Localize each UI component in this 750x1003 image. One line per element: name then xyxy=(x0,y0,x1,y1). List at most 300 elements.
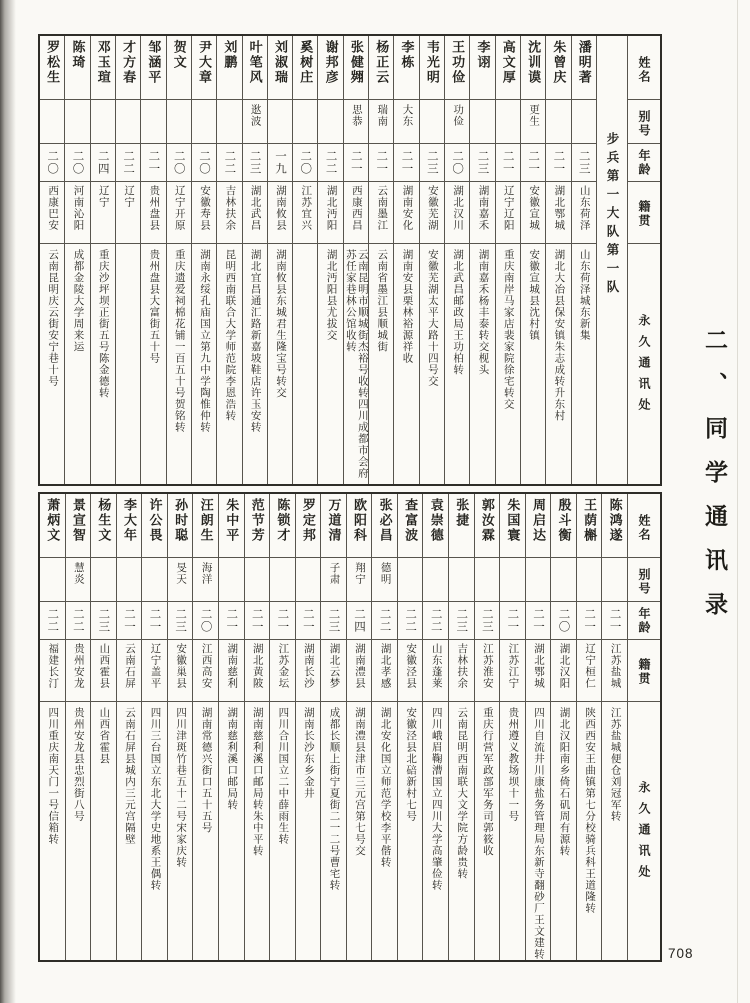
native-cell xyxy=(602,640,627,702)
native-text: 山东荷泽 xyxy=(578,185,590,231)
name-cell xyxy=(66,494,91,558)
addr-text: 四川峨眉鞠漕国立四川大学高肇俭转 xyxy=(430,707,442,891)
addr-cell xyxy=(546,244,570,484)
native-text: 辽宁开原 xyxy=(173,185,185,231)
name-text: 罗定邦 xyxy=(300,498,316,543)
native-cell xyxy=(245,640,270,702)
age-text: 二二 xyxy=(378,608,391,633)
native-cell xyxy=(66,640,91,702)
alias-cell xyxy=(445,100,469,144)
person-column xyxy=(167,494,193,960)
directory-table-bottom xyxy=(38,492,662,962)
age-text: 二一 xyxy=(225,608,238,633)
alias-cell xyxy=(116,100,140,144)
native-cell xyxy=(577,640,602,702)
age-cell xyxy=(347,602,372,640)
name-text: 朱曾庆 xyxy=(551,40,567,85)
age-text: 二二 xyxy=(46,608,59,633)
person-column xyxy=(499,494,525,960)
name-text: 范节芳 xyxy=(249,498,265,543)
native-cell xyxy=(91,182,115,244)
name-cell xyxy=(116,36,140,100)
native-text: 江西高安 xyxy=(200,643,212,689)
age-text: 二〇 xyxy=(198,150,211,175)
age-text: 二一 xyxy=(276,608,289,633)
name-text: 尹大章 xyxy=(197,40,213,85)
alias-cell xyxy=(344,100,368,144)
name-text: 殷斗衡 xyxy=(556,498,572,543)
person-column xyxy=(218,494,244,960)
native-cell xyxy=(142,640,167,702)
age-cell xyxy=(40,602,65,640)
age-cell xyxy=(167,144,191,182)
alias-cell xyxy=(420,100,444,144)
native-text: 湖南澧县 xyxy=(354,643,366,689)
addr-cell xyxy=(445,244,469,484)
native-cell xyxy=(572,182,596,244)
name-text: 陈琦 xyxy=(70,40,86,70)
native-cell xyxy=(347,640,372,702)
age-cell xyxy=(243,144,267,182)
person-column xyxy=(115,36,140,484)
addr-text: 重庆南岸马家店裴家院徐宅转交 xyxy=(502,249,514,410)
addr-text: 四川津斑竹巷五十二号宋家庆转 xyxy=(175,707,187,868)
name-cell xyxy=(500,494,525,558)
addr-text: 湖南安县栗林裕源祥收 xyxy=(401,249,413,364)
name-text: 杨生文 xyxy=(96,498,112,543)
alias-cell xyxy=(219,558,244,602)
age-cell xyxy=(296,602,321,640)
person-column xyxy=(192,494,218,960)
name-cell xyxy=(449,494,474,558)
name-text: 韦光明 xyxy=(424,40,440,85)
name-cell xyxy=(423,494,448,558)
addr-cell xyxy=(423,702,448,960)
native-cell xyxy=(193,640,218,702)
header-alias: 别号 xyxy=(637,567,651,596)
name-text: 王荫槲 xyxy=(582,498,598,543)
header-native-cell xyxy=(628,182,660,244)
addr-text: 重庆遗爱祠棉花铺一百五十号贺铭转 xyxy=(173,249,185,433)
age-text: 二一 xyxy=(375,150,388,175)
alias-cell xyxy=(369,100,393,144)
native-text: 山东蓬莱 xyxy=(430,643,442,689)
person-column xyxy=(371,494,397,960)
page-edge-line xyxy=(737,0,738,1003)
addr-cell xyxy=(142,702,167,960)
addr-cell xyxy=(168,702,193,960)
alias-cell xyxy=(551,558,576,602)
name-text: 杨正云 xyxy=(374,40,390,85)
age-cell xyxy=(602,602,627,640)
header-name-cell xyxy=(628,36,660,100)
age-cell xyxy=(245,602,270,640)
native-cell xyxy=(445,182,469,244)
addr-text: 湖北安化国立师范学校李平偕转 xyxy=(379,707,391,868)
alias-cell xyxy=(243,100,267,144)
addr-cell xyxy=(526,702,551,960)
native-text: 安徽泾县 xyxy=(405,643,417,689)
person-column xyxy=(166,36,191,484)
native-cell xyxy=(40,640,65,702)
addr-text: 湖南慈利溪口邮局转 xyxy=(226,707,238,811)
header-native: 籍贯 xyxy=(637,658,651,686)
addr-cell xyxy=(398,702,423,960)
person-column xyxy=(216,36,241,484)
age-text: 二三 xyxy=(174,608,187,633)
person-column xyxy=(64,36,89,484)
name-text: 孙时聪 xyxy=(173,498,189,543)
person-column xyxy=(140,36,165,484)
alias-cell xyxy=(449,558,474,602)
alias-cell xyxy=(40,558,65,602)
alias-cell xyxy=(245,558,270,602)
native-text: 贵州盘县 xyxy=(148,185,160,231)
native-cell xyxy=(270,640,295,702)
alias-text: 德明 xyxy=(379,562,391,585)
addr-text: 湖北大冶县保安镇朱志成转升东村 xyxy=(553,249,565,422)
age-text: 二二 xyxy=(404,608,417,633)
native-cell xyxy=(167,182,191,244)
age-cell xyxy=(470,144,494,182)
addr-cell xyxy=(475,702,500,960)
addr-text: 湖北武昌邮政局王功柏转 xyxy=(452,249,464,376)
native-cell xyxy=(344,182,368,244)
person-column xyxy=(320,494,346,960)
addr-text: 江苏盐城便仓刘冠军转 xyxy=(609,707,621,822)
age-text: 二三 xyxy=(480,608,493,633)
age-text: 二一 xyxy=(531,608,544,633)
addr-cell xyxy=(217,244,241,484)
native-text: 湖南攸县 xyxy=(274,185,286,231)
native-text: 江苏淮安 xyxy=(481,643,493,689)
alias-cell xyxy=(168,558,193,602)
alias-cell xyxy=(91,100,115,144)
addr-text: 湖北沔阳县尤拔交 xyxy=(325,249,337,341)
person-column xyxy=(242,36,267,484)
age-cell xyxy=(116,144,140,182)
alias-cell xyxy=(117,558,142,602)
book-gutter-shadow xyxy=(0,0,16,1003)
alias-text: 瑞南 xyxy=(376,104,388,127)
addr-text: 湖南长沙东乡金井 xyxy=(302,707,314,799)
alias-cell xyxy=(470,100,494,144)
name-text: 奚树庄 xyxy=(298,40,314,85)
addr-cell xyxy=(40,244,64,484)
native-cell xyxy=(243,182,267,244)
native-text: 湖北沔阳 xyxy=(325,185,337,231)
name-cell xyxy=(270,494,295,558)
age-text: 二一 xyxy=(501,150,514,175)
age-text: 二一 xyxy=(583,608,596,633)
name-text: 陈锁才 xyxy=(275,498,291,543)
unit-label: 步兵第一大队第一队 xyxy=(605,132,619,299)
native-text: 河南沁阳 xyxy=(72,185,84,231)
age-text: 二三 xyxy=(97,608,110,633)
age-text: 二一 xyxy=(527,150,540,175)
name-text: 查富波 xyxy=(403,498,419,543)
person-column xyxy=(474,494,500,960)
native-text: 湖北鄂城 xyxy=(532,643,544,689)
addr-cell xyxy=(219,702,244,960)
addr-cell xyxy=(394,244,418,484)
name-text: 万道清 xyxy=(326,498,342,543)
name-text: 朱国寰 xyxy=(505,498,521,543)
addr-cell xyxy=(91,702,116,960)
name-text: 欧阳科 xyxy=(352,498,368,543)
name-text: 贺文 xyxy=(171,40,187,70)
unit-label-cell xyxy=(597,36,627,299)
age-text: 二二 xyxy=(71,608,84,633)
native-text: 湖南嘉禾 xyxy=(477,185,489,231)
person-column xyxy=(295,494,321,960)
age-cell xyxy=(117,602,142,640)
section-title: 二、同学通讯录 xyxy=(702,328,727,636)
age-cell xyxy=(423,602,448,640)
header-age-cell xyxy=(628,144,660,182)
age-text: 二一 xyxy=(148,608,161,633)
name-text: 汪朗生 xyxy=(198,498,214,543)
alias-cell xyxy=(141,100,165,144)
name-text: 沈训谟 xyxy=(526,40,542,85)
native-text: 湖北汉川 xyxy=(452,185,464,231)
name-text: 李栋 xyxy=(399,40,415,70)
header-address-cell xyxy=(628,244,660,484)
name-cell xyxy=(142,494,167,558)
age-cell xyxy=(91,602,116,640)
name-cell xyxy=(398,494,423,558)
native-text: 湖南慈利 xyxy=(226,643,238,689)
age-cell xyxy=(551,602,576,640)
person-column xyxy=(469,36,494,484)
person-column xyxy=(40,494,65,960)
addr-cell xyxy=(372,702,397,960)
alias-cell xyxy=(423,558,448,602)
alias-cell xyxy=(321,558,346,602)
age-text: 二一 xyxy=(552,150,565,175)
person-column xyxy=(444,36,469,484)
age-cell xyxy=(398,602,423,640)
alias-cell xyxy=(526,558,551,602)
native-cell xyxy=(321,640,346,702)
name-cell xyxy=(577,494,602,558)
native-text: 湖北汉阳 xyxy=(558,643,570,689)
alias-text: 海洋 xyxy=(200,562,212,585)
name-cell xyxy=(168,494,193,558)
name-text: 张必昌 xyxy=(377,498,393,543)
header-name-cell xyxy=(628,494,660,558)
person-column xyxy=(397,494,423,960)
native-text: 辽宁 xyxy=(123,185,135,208)
addr-cell xyxy=(344,244,368,484)
name-cell xyxy=(369,36,393,100)
person-column xyxy=(267,36,292,484)
header-age-cell xyxy=(628,602,660,640)
name-cell xyxy=(193,494,218,558)
name-cell xyxy=(219,494,244,558)
alias-cell xyxy=(602,558,627,602)
native-cell xyxy=(91,640,116,702)
addr-text: 湖北宜昌通汇路新嘉坡鞋店许玉安转 xyxy=(249,249,261,433)
name-text: 袁崇德 xyxy=(428,498,444,543)
age-text: 二一 xyxy=(400,150,413,175)
name-cell xyxy=(167,36,191,100)
age-text: 二〇 xyxy=(557,608,570,633)
age-cell xyxy=(318,144,342,182)
addr-cell xyxy=(318,244,342,484)
native-text: 西康西昌 xyxy=(350,185,362,231)
native-text: 辽宁盖平 xyxy=(149,643,161,689)
native-cell xyxy=(372,640,397,702)
person-column xyxy=(317,36,342,484)
native-cell xyxy=(398,640,423,702)
native-cell xyxy=(141,182,165,244)
addr-cell xyxy=(449,702,474,960)
addr-text: 陕西西安王曲镇第七分校骑兵科王道隆转 xyxy=(584,707,596,914)
age-text: 二〇 xyxy=(71,150,84,175)
alias-text: 大东 xyxy=(401,104,413,127)
addr-cell xyxy=(293,244,317,484)
addr-text: 四川重庆南天门一号信箱转 xyxy=(47,707,59,845)
name-cell xyxy=(245,494,270,558)
addr-text: 云南昆明西南联大文学院方龄贵转 xyxy=(456,707,468,880)
name-text: 潘明著 xyxy=(576,40,592,85)
alias-cell xyxy=(268,100,292,144)
native-cell xyxy=(168,640,193,702)
alias-text: 翔宁 xyxy=(354,562,366,585)
person-column xyxy=(116,494,142,960)
addr-text: 山东荷泽城东新集 xyxy=(578,249,590,341)
addr-text: 贵州盘县大富街五十号 xyxy=(148,249,160,364)
addr-cell xyxy=(167,244,191,484)
age-cell xyxy=(449,602,474,640)
person-column xyxy=(448,494,474,960)
name-cell xyxy=(347,494,372,558)
age-cell xyxy=(270,602,295,640)
native-cell xyxy=(394,182,418,244)
alias-cell xyxy=(193,558,218,602)
age-cell xyxy=(577,602,602,640)
alias-cell xyxy=(192,100,216,144)
addr-text: 贵州遵义教场坝十一号 xyxy=(507,707,519,822)
person-column xyxy=(550,494,576,960)
person-column xyxy=(90,36,115,484)
addr-cell xyxy=(470,244,494,484)
age-text: 二二 xyxy=(429,608,442,633)
native-cell xyxy=(449,640,474,702)
addr-cell xyxy=(577,702,602,960)
name-text: 李诩 xyxy=(475,40,491,70)
native-cell xyxy=(470,182,494,244)
addr-cell xyxy=(268,244,292,484)
native-text: 安徽宣城 xyxy=(528,185,540,231)
person-column xyxy=(141,494,167,960)
person-column xyxy=(571,36,596,484)
addr-text: 湖南常德兴街口五十五号 xyxy=(200,707,212,834)
person-column xyxy=(343,36,368,484)
addr-cell xyxy=(347,702,372,960)
addr-cell xyxy=(117,702,142,960)
age-text: 二三 xyxy=(248,150,261,175)
header-alias: 别号 xyxy=(637,109,651,138)
name-cell xyxy=(141,36,165,100)
native-cell xyxy=(423,640,448,702)
alias-cell xyxy=(91,558,116,602)
addr-text: 四川自流井川康盐务管理局东新寺翻砂厂王文建转 xyxy=(532,707,544,960)
name-text: 刘鹏 xyxy=(222,40,238,70)
addr-text: 云南省墨江县顺城街 xyxy=(376,249,388,353)
native-text: 辽宁桓仁 xyxy=(584,643,596,689)
name-cell xyxy=(445,36,469,100)
alias-cell xyxy=(572,100,596,144)
header-age: 年龄 xyxy=(637,606,651,635)
age-text: 二一 xyxy=(122,608,135,633)
age-cell xyxy=(168,602,193,640)
alias-cell xyxy=(496,100,520,144)
age-text: 二一 xyxy=(608,608,621,633)
age-text: 二二 xyxy=(223,150,236,175)
person-column xyxy=(576,494,602,960)
alias-cell xyxy=(65,100,89,144)
addr-text: 湖南攸县东城君生隆宝号转交 xyxy=(274,249,286,399)
alias-text: 功俭 xyxy=(452,104,464,127)
name-text: 陈鸿遂 xyxy=(607,498,623,543)
header-address: 永久通讯处 xyxy=(637,314,651,419)
age-cell xyxy=(521,144,545,182)
unit-label-column xyxy=(596,36,627,484)
name-text: 李大年 xyxy=(121,498,137,543)
age-text: 二〇 xyxy=(46,150,59,175)
name-cell xyxy=(496,36,520,100)
age-cell xyxy=(394,144,418,182)
native-text: 湖北黄陂 xyxy=(251,643,263,689)
person-column xyxy=(90,494,116,960)
age-cell xyxy=(445,144,469,182)
addr-cell xyxy=(192,244,216,484)
name-text: 朱中平 xyxy=(224,498,240,543)
alias-cell xyxy=(142,558,167,602)
name-cell xyxy=(293,36,317,100)
name-text: 邹涵平 xyxy=(146,40,162,85)
addr-cell xyxy=(91,244,115,484)
addr-cell xyxy=(245,702,270,960)
age-cell xyxy=(546,144,570,182)
alias-cell xyxy=(372,558,397,602)
alias-cell xyxy=(475,558,500,602)
native-text: 山西霍县 xyxy=(98,643,110,689)
native-cell xyxy=(318,182,342,244)
name-cell xyxy=(372,494,397,558)
name-cell xyxy=(117,494,142,558)
name-text: 高文厚 xyxy=(500,40,516,85)
addr-text: 安徽泾县北碚新村七号 xyxy=(405,707,417,822)
native-text: 云南墨江 xyxy=(376,185,388,231)
age-cell xyxy=(268,144,292,182)
person-column xyxy=(419,36,444,484)
alias-cell xyxy=(398,558,423,602)
native-text: 湖南安化 xyxy=(401,185,413,231)
name-cell xyxy=(470,36,494,100)
addr-text: 云南昆明庆云街安宁巷十号 xyxy=(47,249,59,387)
native-cell xyxy=(65,182,89,244)
alias-cell xyxy=(66,558,91,602)
alias-cell xyxy=(318,100,342,144)
person-column xyxy=(525,494,551,960)
age-cell xyxy=(369,144,393,182)
alias-cell xyxy=(500,558,525,602)
native-cell xyxy=(420,182,444,244)
alias-cell xyxy=(167,100,191,144)
